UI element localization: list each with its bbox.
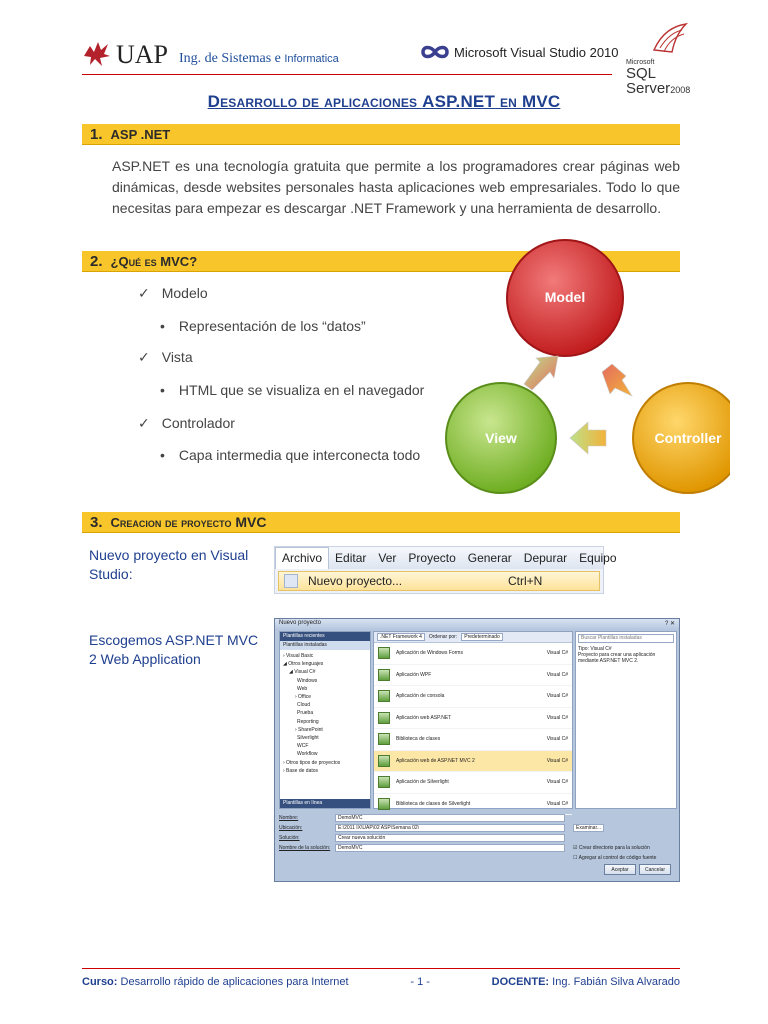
section-3-heading: 3. Creacion de proyecto MVC bbox=[82, 512, 680, 533]
new-project-label: Nuevo proyecto en Visual Studio: bbox=[89, 547, 249, 582]
template-search-input[interactable]: Buscar Plantillas instaladas bbox=[578, 634, 674, 643]
template-icon bbox=[378, 733, 390, 745]
menu-bar bbox=[275, 547, 617, 569]
sql-brand-small: Microsoft bbox=[626, 59, 655, 66]
new-project-icon bbox=[284, 574, 298, 588]
visual-studio-infinity-icon bbox=[420, 44, 450, 60]
templates-tree-panel: Plantillas recientes Plantillas instaladas › Visual Basic ◢ Otros lenguajes ◢ Visual C# Windows Web › Office Cloud Prueba Reporting › SharePoint Silverlight WCF Workflow › Otros tipos de proyectos › Base de datos Plantillas en línea bbox=[279, 631, 371, 809]
check-item-controlador: ✓ Controlador bbox=[138, 415, 235, 431]
accept-button[interactable]: Aceptar bbox=[604, 864, 636, 875]
file-menu-screenshot bbox=[274, 546, 617, 594]
header-rule bbox=[82, 74, 612, 75]
menu-depurar[interactable]: Depurar bbox=[523, 551, 568, 565]
source-control-checkbox[interactable]: ☐ Agregar al control de código fuente bbox=[573, 854, 657, 861]
menu-generar[interactable]: Generar bbox=[467, 551, 512, 565]
template-icon bbox=[378, 755, 390, 767]
templates-tree[interactable]: › Visual Basic ◢ Otros lenguajes ◢ Visual C# Windows Web › Office Cloud Prueba Reporting › SharePoint Silverlight WCF Workflow › Otros tipos de proyectos › Base de datos bbox=[283, 653, 341, 774]
choose-template-label: Escogemos ASP.NET MVC 2 Web Application bbox=[89, 632, 259, 667]
new-project-menu-item[interactable]: Nuevo proyecto... Ctrl+N bbox=[278, 571, 600, 591]
menu-equipo[interactable]: Equipo bbox=[579, 551, 617, 565]
template-row[interactable]: Biblioteca de clases Visual C# bbox=[374, 729, 572, 751]
dragon-emblem-icon bbox=[82, 38, 112, 68]
create-directory-checkbox[interactable]: ☑ Crear directorio para la solución bbox=[573, 844, 650, 851]
section-1-paragraph: ASP.NET es una tecnología gratuita que permite a los programadores crear páginas web dinámicas, desde websites personales hasta aplicaciones web empresariales. Todo lo que necesitas para empezar es descargar .NET Framework y una herramienta de desarrollo. bbox=[112, 158, 680, 216]
templates-toolbar: .NET Framework 4 Ordenar por: Predeterminado bbox=[374, 632, 572, 643]
course-info: Curso: Desarrollo rápido de aplicaciones para Internet bbox=[82, 976, 349, 988]
template-row[interactable]: Aplicación de Silverlight Visual C# bbox=[374, 772, 572, 794]
framework-select[interactable]: .NET Framework 4 bbox=[377, 633, 425, 641]
page-title: Desarrollo de aplicaciones ASP.NET en MVC bbox=[207, 92, 561, 111]
sql-server-label: SQL Server2008 bbox=[626, 65, 691, 97]
bullet-item-modelo: • Representación de los “datos” bbox=[160, 318, 366, 334]
section-2-heading: 2. ¿Qué es MVC? bbox=[82, 251, 680, 272]
new-project-dialog-screenshot bbox=[274, 618, 680, 882]
template-row-selected[interactable]: Aplicación web de ASP.NET MVC 2 Visual C# bbox=[374, 751, 572, 773]
template-icon bbox=[378, 798, 390, 810]
section-1-heading: 1. ASP .NET bbox=[82, 124, 680, 145]
template-icon bbox=[378, 647, 390, 659]
controller-label: Controller bbox=[654, 430, 722, 446]
bullet-icon: • bbox=[160, 382, 165, 398]
template-icon bbox=[378, 690, 390, 702]
template-icon bbox=[378, 776, 390, 788]
page-number: - 1 - bbox=[410, 976, 430, 988]
department-name: Ing. de Sistemas e Informatica bbox=[179, 51, 339, 66]
visual-studio-logo bbox=[420, 44, 619, 60]
solution-select[interactable]: Crear nueva solución bbox=[335, 834, 565, 842]
template-details-panel: Buscar Plantillas instaladas Tipo: Visual C# Proyecto para crear una aplicación mediante ASP.NET MVC 2. bbox=[575, 631, 677, 809]
template-row[interactable]: Aplicación de consola Visual C# bbox=[374, 686, 572, 708]
dialog-title-bar: Nuevo proyecto ? ✕ bbox=[275, 619, 679, 629]
order-select[interactable]: Predeterminado bbox=[461, 633, 503, 641]
solution-name-input[interactable]: DemoMVC bbox=[335, 844, 565, 852]
menu-proyecto[interactable]: Proyecto bbox=[408, 551, 456, 565]
bullet-icon: • bbox=[160, 447, 165, 463]
template-icon bbox=[378, 669, 390, 681]
uap-text: UAP bbox=[116, 40, 169, 69]
view-label: View bbox=[485, 430, 517, 446]
template-row[interactable]: Biblioteca de clases de Silverlight Visual C# bbox=[374, 794, 572, 816]
check-item-vista: ✓ Vista bbox=[138, 349, 193, 365]
uap-logo bbox=[82, 38, 168, 68]
checkmark-icon: ✓ bbox=[138, 285, 150, 301]
teacher-info: DOCENTE: Ing. Fabián Silva Alvarado bbox=[491, 976, 680, 988]
project-name-input[interactable]: DemoMVC bbox=[335, 814, 565, 822]
checkmark-icon: ✓ bbox=[138, 415, 150, 431]
check-item-modelo: ✓ Modelo bbox=[138, 285, 208, 301]
bullet-icon: • bbox=[160, 318, 165, 334]
project-form: Nombre: DemoMVC Ubicación: E:\2011 IX\UAP\02 ASP\Semana 02\ Examinar... Solución: Crear nueva solución Nombre de la solución: DemoMVC ☑ Crear directorio para la solución ☐ Agregar al control de código fuente bbox=[279, 814, 657, 861]
view-to-model-arrow bbox=[524, 356, 558, 390]
footer-rule bbox=[82, 968, 680, 969]
cancel-button[interactable]: Cancelar bbox=[639, 864, 671, 875]
menu-ver[interactable]: Ver bbox=[378, 551, 397, 565]
templates-list-panel bbox=[373, 631, 573, 809]
bullet-item-vista: • HTML que se visualiza en el navegador bbox=[160, 382, 425, 398]
template-icon bbox=[378, 712, 390, 724]
model-controller-arrow bbox=[602, 364, 632, 396]
browse-button[interactable]: Examinar... bbox=[573, 824, 604, 832]
visual-studio-label: Microsoft Visual Studio 2010 bbox=[454, 44, 619, 60]
page-footer bbox=[82, 976, 680, 988]
model-label: Model bbox=[544, 289, 586, 305]
window-controls-icon[interactable]: ? ✕ bbox=[664, 621, 675, 627]
template-row[interactable]: Aplicación WPF Visual C# bbox=[374, 665, 572, 687]
checkmark-icon: ✓ bbox=[138, 349, 150, 365]
template-row[interactable]: Aplicación de Windows Forms Visual C# bbox=[374, 643, 572, 665]
location-input[interactable]: E:\2011 IX\UAP\02 ASP\Semana 02\ bbox=[335, 824, 565, 832]
mvc-diagram bbox=[440, 238, 730, 498]
bullet-item-controlador: • Capa intermedia que interconecta todo bbox=[160, 447, 421, 463]
menu-editar[interactable]: Editar bbox=[335, 551, 367, 565]
controller-to-view-arrow bbox=[570, 422, 606, 454]
menu-archivo[interactable]: Archivo bbox=[275, 547, 329, 569]
template-row[interactable]: Aplicación web ASP.NET Visual C# bbox=[374, 708, 572, 730]
sql-server-logo bbox=[626, 22, 716, 96]
sql-server-emblem-icon bbox=[648, 22, 692, 54]
dialog-buttons bbox=[604, 864, 671, 875]
